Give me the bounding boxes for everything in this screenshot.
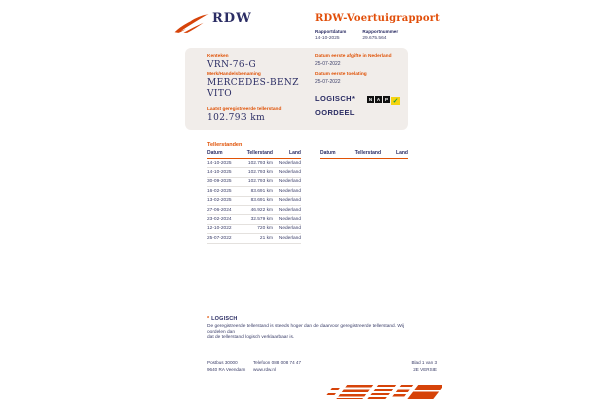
- table-row: [207, 206, 301, 215]
- cell-land: Nederland: [278, 188, 301, 194]
- odometer-table-right: [320, 150, 408, 159]
- report-number-label: Rapportnummer: [362, 29, 399, 34]
- report-date-label: Rapportdatum: [315, 29, 347, 34]
- header-land: Land: [396, 150, 408, 156]
- cell-datum: 13-02-2025: [207, 198, 232, 204]
- cell-tellerstand: 102.793 km: [247, 170, 273, 176]
- oordeel-text: [315, 92, 355, 120]
- cell-datum: 14-10-2025: [207, 160, 232, 166]
- cell-datum: 30-09-2025: [207, 179, 232, 185]
- cell-datum: 12-10-2022: [207, 226, 232, 232]
- cell-land: Nederland: [278, 226, 301, 232]
- cell-datum: 16-02-2025: [207, 188, 232, 194]
- footer-website: www.rdw.nl: [253, 367, 276, 372]
- nap-check-icon: ✓: [392, 98, 399, 105]
- report-meta: [315, 29, 398, 41]
- cell-datum: 14-10-2025: [207, 170, 232, 176]
- cell-tellerstand: 720 km: [257, 226, 273, 232]
- footer-address-line1: Postbus 30000: [207, 360, 238, 365]
- table-row: [207, 187, 301, 196]
- cell-datum: 27-06-2024: [207, 207, 232, 213]
- cell-tellerstand: 102.793 km: [247, 160, 273, 166]
- report-number-value: 29.675.564: [362, 36, 387, 41]
- rdw-flame-graphic-icon: [322, 385, 442, 400]
- cell-datum: 23-02-2024: [207, 217, 232, 223]
- header-tellerstand: Tellerstand: [354, 150, 382, 156]
- table-row: [207, 178, 301, 187]
- cell-tellerstand: 102.793 km: [247, 179, 273, 185]
- merk-label: Merk/Handelsbenaming: [207, 72, 261, 77]
- table-row: [207, 215, 301, 224]
- oordeel-line2: OORDEEL: [315, 108, 355, 117]
- cell-land: Nederland: [278, 198, 301, 204]
- tellerstand-value: 102.793 km: [207, 113, 266, 123]
- toelating-label: Datum eerste toelating: [315, 72, 367, 77]
- cell-tellerstand: 32.579 km: [250, 217, 273, 223]
- table-header-row: [320, 150, 408, 159]
- footer-page-indicator: Blad 1 van 3: [411, 360, 437, 365]
- report-number-block: [362, 29, 398, 41]
- kenteken-value: VRN-76-G: [207, 60, 257, 70]
- cell-land: Nederland: [278, 207, 301, 213]
- table-row: [207, 225, 301, 234]
- nap-letter-p: P: [384, 97, 388, 102]
- report-date-block: [315, 29, 346, 41]
- table-row: [207, 168, 301, 177]
- footnote-line: De geregistreerde tellerstand is steeds hoger dan de daarvoor geregistreerde tellerstand. Wij oordelen dan: [207, 324, 405, 335]
- rdw-logo-icon: [172, 12, 210, 36]
- footnote-title: [207, 316, 407, 322]
- cell-datum: 25-07-2022: [207, 235, 232, 241]
- cell-land: Nederland: [278, 170, 301, 176]
- footnote-line: dat de tellerstand logisch verklaarbaar is.: [207, 335, 295, 341]
- cell-land: Nederland: [278, 160, 301, 166]
- report-page: [160, 0, 442, 400]
- cell-tellerstand: 83.691 km: [250, 198, 273, 204]
- afgifte-value: 25-07-2022: [315, 61, 341, 67]
- odometer-table-left: [207, 150, 301, 244]
- footnote-body: [207, 324, 407, 341]
- cell-land: Nederland: [278, 235, 301, 241]
- flame-segment: [407, 385, 442, 399]
- report-date-value: 14-10-2025: [315, 36, 340, 41]
- table-row: [207, 159, 301, 168]
- logisch-footnote: [207, 316, 407, 341]
- cell-tellerstand: 46.922 km: [250, 207, 273, 213]
- cell-land: Nederland: [278, 179, 301, 185]
- footer-address: [207, 359, 245, 373]
- footer-pagination: [411, 359, 437, 373]
- nap-letter-n: N: [368, 97, 373, 102]
- header-datum: Datum: [320, 150, 336, 156]
- cell-tellerstand: 83.691 km: [250, 188, 273, 194]
- merk-value: MERCEDES-BENZ: [207, 78, 299, 88]
- tellerstand-label: Laatst geregistreerde tellerstand: [207, 107, 282, 112]
- table-header-row: [207, 150, 301, 159]
- model-value: VITO: [207, 89, 233, 99]
- footnote-marker: *: [207, 316, 212, 322]
- footnote-title-text: LOGISCH: [211, 316, 238, 322]
- nap-logo-icon: [367, 96, 400, 105]
- header-tellerstand: Tellerstand: [246, 150, 273, 156]
- footer-version: 2E VERSIE: [413, 367, 437, 372]
- cell-land: Nederland: [278, 217, 301, 223]
- cell-tellerstand: 21 km: [259, 235, 273, 241]
- nap-letter-a: A: [376, 97, 381, 102]
- kenteken-label: Kenteken: [207, 54, 229, 59]
- header-datum: Datum: [207, 150, 223, 156]
- header-land: Land: [289, 150, 301, 156]
- footer-phone: Telefoon 088 008 74 47: [253, 360, 302, 365]
- oordeel-line1: LOGISCH*: [315, 94, 356, 103]
- footer-address-line2: 9640 RA Veendam: [207, 367, 246, 372]
- brand-text: RDW: [212, 11, 252, 26]
- table-title: Tellerstanden: [207, 142, 243, 148]
- document-title: RDW-Voertuigrapport: [315, 13, 441, 24]
- table-row: [207, 197, 301, 206]
- footer-contact: [253, 359, 301, 373]
- toelating-value: 25-07-2022: [315, 79, 341, 85]
- table-row: [207, 234, 301, 243]
- afgifte-label: Datum eerste afgifte in Nederland: [315, 54, 392, 59]
